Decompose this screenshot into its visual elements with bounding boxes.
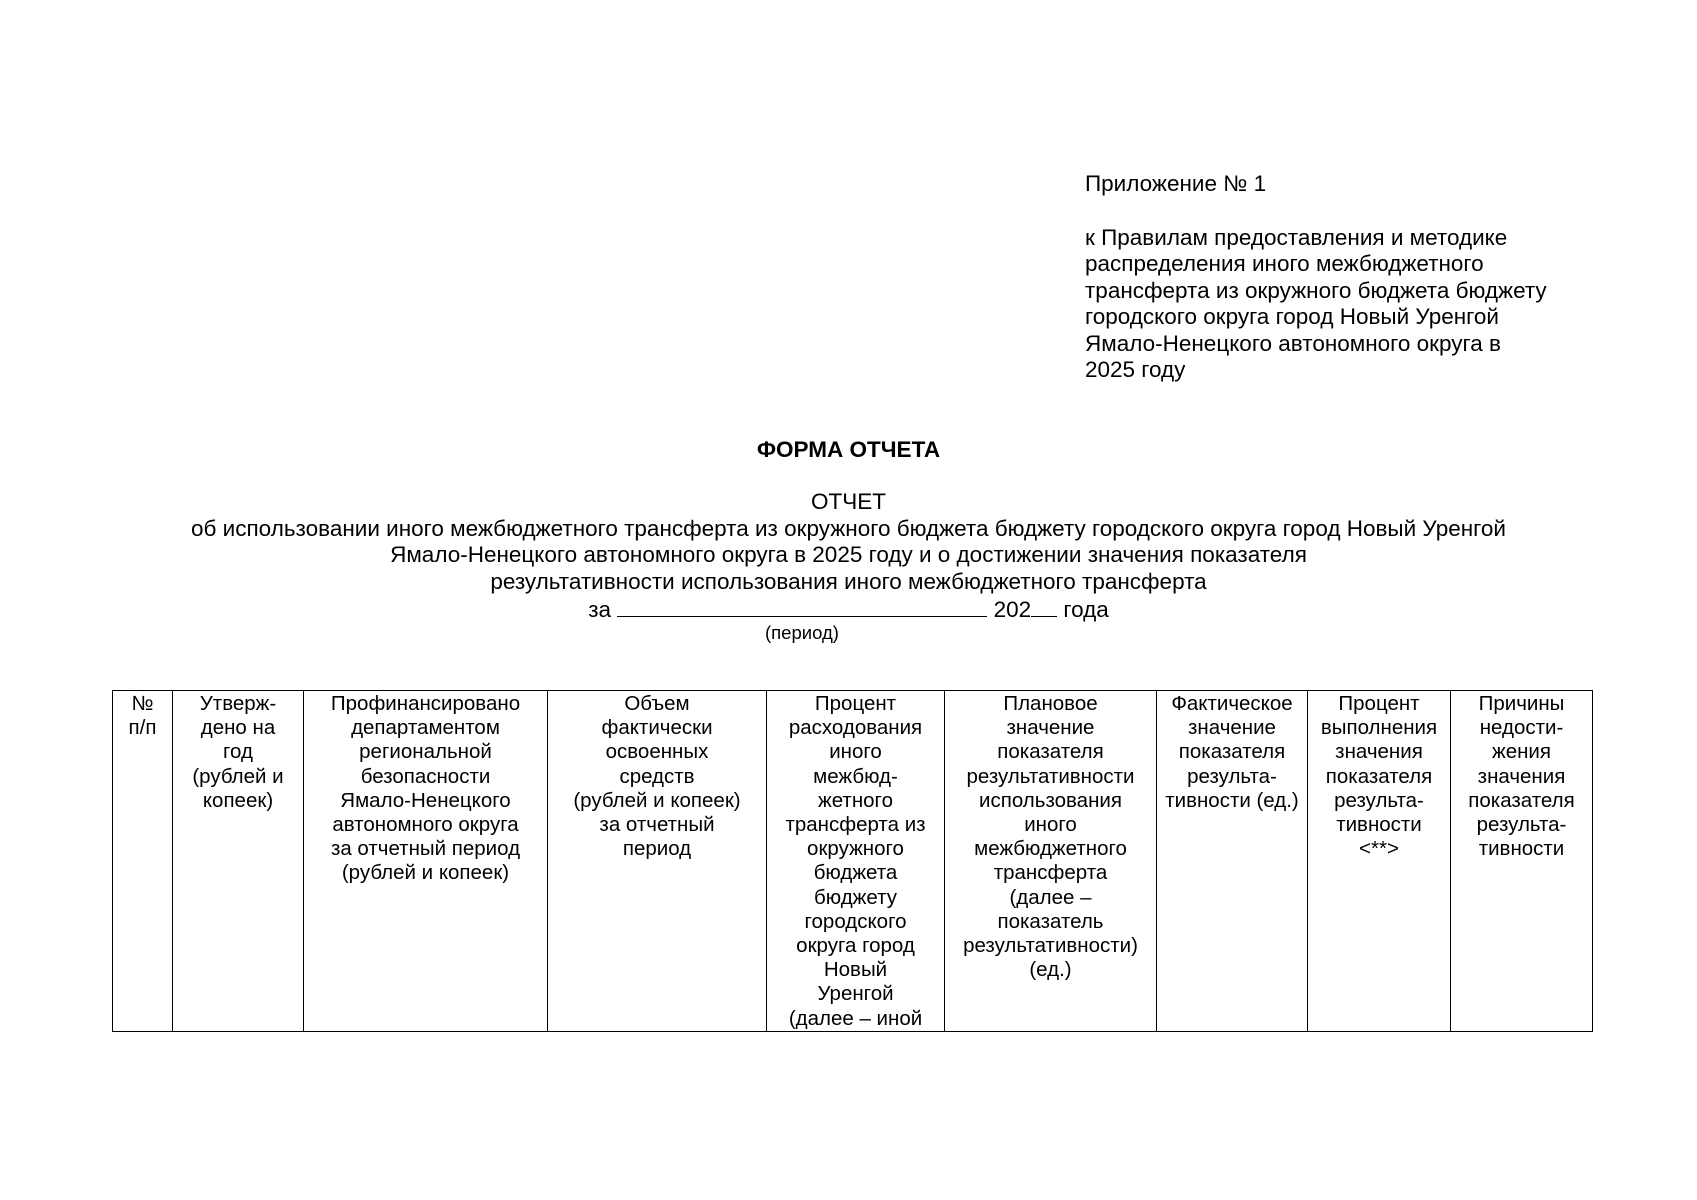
period-line [0, 595, 1697, 624]
header-cell-spent-volume: Объем фактически освоенных средств (рублей и копеек) за отчетный период [548, 691, 767, 1032]
year-suffix: года [1063, 597, 1109, 622]
report-title: ОТЧЕТ [811, 489, 886, 514]
report-subtitle-line-2: Ямало-Ненецкого автономного округа в 2025 году и о достижении значения показателя [390, 542, 1307, 567]
header-cell-actual-value: Фактическое значение показателя результа- тивности (ед.) [1157, 691, 1308, 1032]
header-cell-failure-reasons: Причины недости- жения значения показателя результа- тивности [1451, 691, 1593, 1032]
year-prefix: 202 [993, 597, 1032, 622]
period-blank-field[interactable] [617, 595, 987, 617]
report-heading [0, 489, 1697, 624]
header-cell-completion-percent: Процент выполнения значения показателя результа- тивности <**> [1308, 691, 1451, 1032]
header-cell-planned-value: Плановое значение показателя результативности использования иного межбюджетного трансферта (далее – показатель результативности) (ед.) [945, 691, 1157, 1032]
table-header-row [113, 691, 1593, 1032]
form-title: ФОРМА ОТЧЕТА [756, 437, 941, 462]
header-cell-spending-percent: Процент расходования иного межбюд- жетного трансферта из окружного бюджета бюджету городского округа город Новый Уренгой (далее – иной [767, 691, 945, 1032]
year-blank-field[interactable] [1031, 595, 1057, 617]
appendix-block [1085, 171, 1645, 384]
report-subtitle-line-1: об использовании иного межбюджетного трансферта из окружного бюджета бюджету городского округа город Новый Уренгой [191, 515, 1506, 541]
report-table [112, 690, 1593, 1032]
appendix-text: к Правилам предоставления и методике распределения иного межбюджетного трансферта из окружного бюджета бюджету городского округа город Новый Уренгой Ямало-Ненецкого автономного округа в 2025 году [1085, 224, 1547, 382]
header-cell-financed: Профинансировано департаментом региональной безопасности Ямало-Ненецкого автономного округа за отчетный период (рублей и копеек) [304, 691, 548, 1032]
header-cell-approved: Утверж- дено на год (рублей и копеек) [173, 691, 304, 1032]
period-hint: (период) [765, 622, 839, 643]
period-prefix: за [588, 597, 612, 622]
appendix-title: Приложение № 1 [1085, 171, 1267, 196]
header-cell-number: № п/п [113, 691, 173, 1032]
report-subtitle-line-3: результативности использования иного межбюджетного трансферта [490, 568, 1207, 594]
